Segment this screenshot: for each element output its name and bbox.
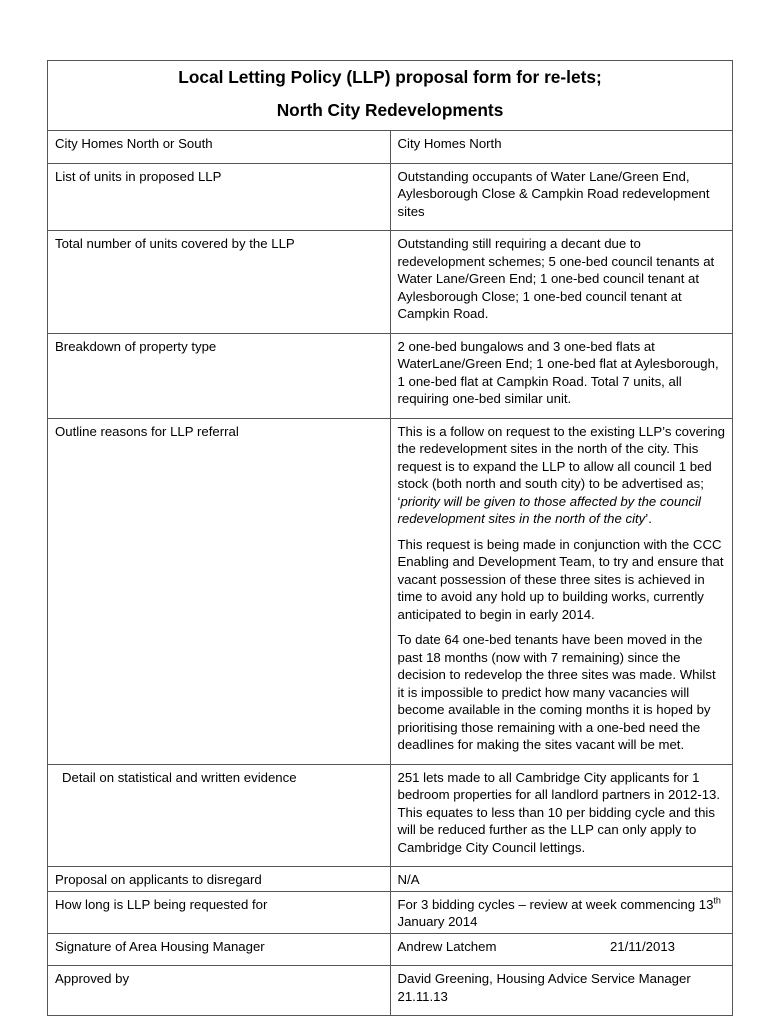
row-signature	[48, 933, 733, 966]
llp-proposal-form	[47, 60, 733, 1016]
row-evidence	[48, 764, 733, 867]
row-disregard	[48, 867, 733, 892]
form-title-line-1: Local Letting Policy (LLP) proposal form for re-lets;	[178, 67, 602, 87]
reasons-paragraph-2: This request is being made in conjunction with the CCC Enabling and Development Team, to try and ensure that vacant possession of these three sites is achieved in time to avoid any hold up to building works, currently anticipated to begin in early 2014.	[397, 536, 724, 622]
duration-value	[390, 891, 733, 933]
signature-label: Signature of Area Housing Manager	[48, 933, 391, 966]
row-total-units	[48, 231, 733, 334]
duration-ordinal: th	[713, 895, 721, 906]
total-units-value: Outstanding still requiring a decant due to redevelopment schemes; 5 one-bed council tenants at Water Lane/Green End; 1 one-bed council tenant at Aylesborough Close; 1 one-bed council tenant at Campkin Road.	[390, 231, 733, 334]
total-units-label: Total number of units covered by the LLP	[48, 231, 391, 334]
reasons-value	[390, 418, 733, 764]
row-duration	[48, 891, 733, 933]
reasons-paragraph-3: To date 64 one-bed tenants have been moved in the past 18 months (now with 7 remaining) since the decision to redevelop the three sites was made. Whilst it is impossible to predict how many vacancies will become available in the coming months it is hoped by prioritising those remaining with a one-bed need the deadlines for making the sites vacant will be met.	[397, 632, 716, 752]
city-homes-label: City Homes North or South	[48, 131, 391, 164]
row-reasons	[48, 418, 733, 764]
title-row	[48, 61, 733, 131]
approved-label: Approved by	[48, 966, 391, 1016]
list-of-units-label: List of units in proposed LLP	[48, 163, 391, 231]
city-homes-value: City Homes North	[390, 131, 733, 164]
list-of-units-value: Outstanding occupants of Water Lane/Green End, Aylesborough Close & Campkin Road redevelopment sites	[390, 163, 733, 231]
reasons-paragraph-1	[398, 423, 726, 528]
duration-text: For 3 bidding cycles – review at week commencing 13	[397, 896, 714, 912]
row-approved	[48, 966, 733, 1016]
disregard-value: N/A	[390, 867, 733, 892]
signature-date: 21/11/2013	[609, 938, 675, 954]
reasons-p1-text: This is a follow on request to the existing LLP’s covering the redevelopment sites in the north of the city. This request is to expand the LLP to allow all council 1 bed stock (both north and south city) to be advertised as; ‘	[397, 423, 725, 509]
row-list-of-units	[48, 163, 733, 231]
row-city-homes	[48, 131, 733, 164]
signature-value	[390, 933, 733, 966]
reasons-p1-italic: priority will be given to those affected by the council redevelopment sites in the north of the city	[397, 493, 701, 526]
reasons-p1-end: ’.	[645, 511, 652, 526]
evidence-value: 251 lets made to all Cambridge City applicants for 1 bedroom properties for all landlord partners in 2012-13. This equates to less than 10 per bidding cycle and this will be reduced further as the LLP can only apply to Cambridge City Council lettings.	[390, 764, 733, 867]
duration-text-end: January 2014	[397, 914, 478, 929]
evidence-label: Detail on statistical and written evidence	[48, 764, 391, 867]
duration-label: How long is LLP being requested for	[48, 891, 391, 933]
disregard-label: Proposal on applicants to disregard	[48, 867, 391, 892]
breakdown-value: 2 one-bed bungalows and 3 one-bed flats at WaterLane/Green End; 1 one-bed flat at Aylesborough, 1 one-bed flat at Campkin Road. Total 7 units, all requiring one-bed similar unit.	[390, 333, 733, 418]
reasons-label: Outline reasons for LLP referral	[48, 418, 391, 764]
signature-line	[398, 938, 726, 956]
row-breakdown	[48, 333, 733, 418]
approved-value: David Greening, Housing Advice Service Manager 21.11.13	[390, 966, 733, 1016]
breakdown-label: Breakdown of property type	[48, 333, 391, 418]
signature-name: Andrew Latchem	[397, 938, 497, 954]
form-title-line-2: North City Redevelopments	[276, 100, 504, 120]
form-title	[48, 61, 733, 131]
